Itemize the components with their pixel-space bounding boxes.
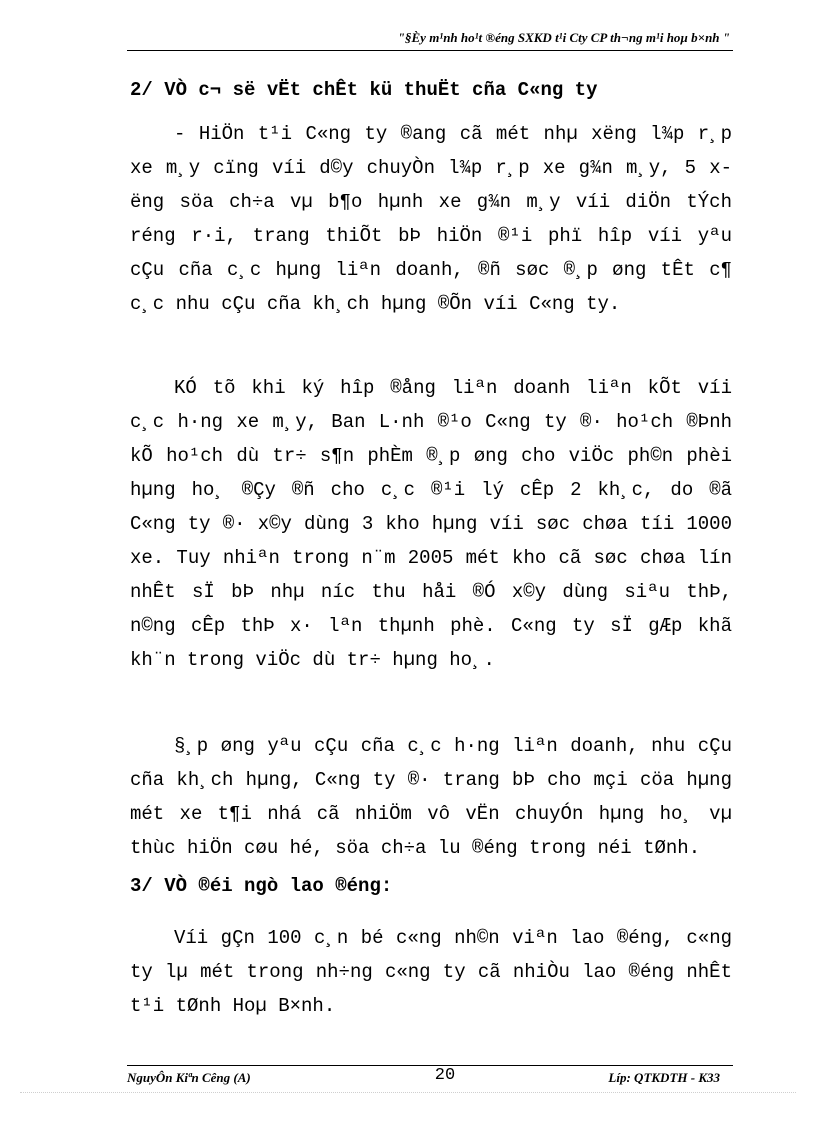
- header-divider: [127, 50, 733, 51]
- section-2-paragraph-2: KÓ tõ khi ký hîp ®ång liªn doanh liªn kÕt víi c¸c h·ng xe m¸y, Ban L·nh ®¹o C«ng ty ®· ho¹ch ®Þnh kÕ ho¹ch dù tr÷ s¶n phÈm ®¸p øng cho viÖc ph©n phèi hµng ho¸ ®Çy ®ñ cho c¸c ®¹i lý cÊp 2 kh¸c, do ®ã C«ng ty ®· x©y dùng 3 kho hµng víi søc chøa tíi 1000 xe. Tuy nhiªn trong n¨m 2005 mét kho cã søc chøa lín nhÊt sÏ bÞ nhµ níc thu håi ®Ó x©y dùng siªu thÞ, n©ng cÊp thÞ x· lªn thµnh phè. C«ng ty sÏ gÆp khã kh¨n trong viÖc dù tr÷ hµng ho¸.: [130, 377, 732, 671]
- section-3-heading: 3/ VÒ ®éi ngò lao ®éng:: [130, 875, 393, 897]
- page-number: 20: [434, 1066, 456, 1085]
- section-2-heading: 2/ VÒ c¬ së vËt chÊt kü thuËt cña C«ng ty: [130, 79, 598, 101]
- section-2-paragraph-3: §¸p øng yªu cÇu cña c¸c h·ng liªn doanh, nhu cÇu cña kh¸ch hµng, C«ng ty ®· trang bÞ cho mçi cöa hµng mét xe t¶i nhá cã nhiÖm vô vËn chuyÓn hµng ho¸ vµ thùc hiÖn cøu hé, söa ch÷a lu ®éng trong néi tØnh.: [130, 735, 732, 859]
- footer-class: Líp: QTKDTH - K33: [608, 1070, 720, 1085]
- section-3-paragraph-1: Víi gÇn 100 c¸n bé c«ng nh©n viªn lao ®éng, c«ng ty lµ mét trong nh÷ng c«ng ty cã nhiÒu lao ®éng nhÊt t¹i tØnh Hoµ B×nh.: [130, 927, 732, 1017]
- running-header: "§Èy m¹nh ho¹t ®éng SXKD t¹i Cty CP th¬ng m¹i hoµ b×nh ": [397, 30, 730, 45]
- page-bottom-divider: [20, 1092, 796, 1093]
- footer-author: NguyÔn Kiªn Cêng (A): [127, 1070, 251, 1085]
- section-2-paragraph-1: - HiÖn t¹i C«ng ty ®ang cã mét nhµ xëng l¾p r¸p xe m¸y cïng víi d©y chuyÒn l¾p r¸p xe g¾n m¸y, 5 xëng söa ch÷a vµ b¶o hµnh xe g¾n m¸y víi diÖn tÝch réng r·i, trang thiÕt bÞ hiÖn ®¹i phï hîp víi yªu cÇu cña c¸c hµng liªn doanh, ®ñ søc ®¸p øng tÊt c¶ c¸c nhu cÇu cña kh¸ch hµng ®Õn víi C«ng ty.: [130, 123, 732, 315]
